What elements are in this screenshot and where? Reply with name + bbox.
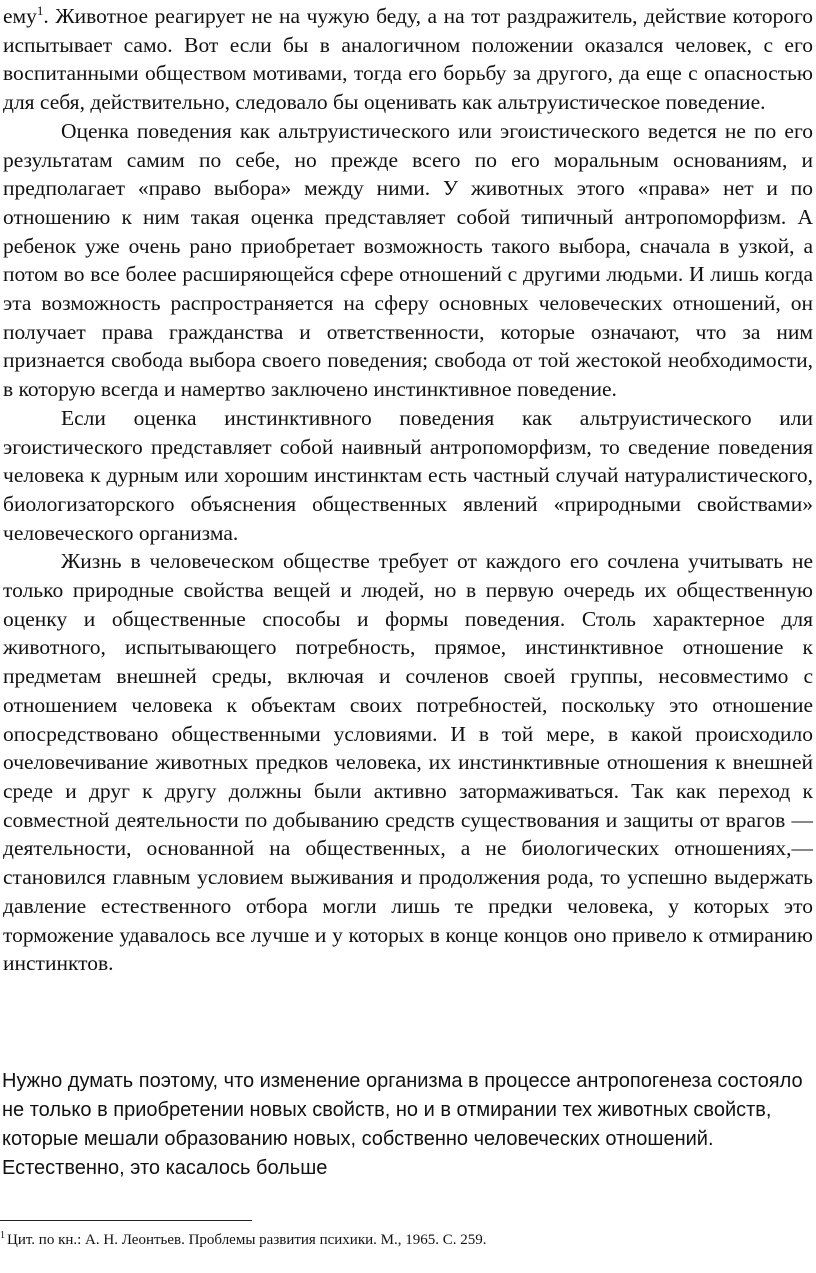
main-text xyxy=(3,2,813,978)
paragraph-1-rest: . Животное реагирует не на чужую беду, а на тот раздражитель, действие которого испытывает само. Вот если бы в аналогичном положении оказался человек, с его воспитанными обществом мотивами, тогда его борьбу за другого, да еще с опасностью для себя, действительно, следовало бы оценивать как альтруистическое поведение. xyxy=(3,4,813,115)
paragraph-4: Жизнь в человеческом обществе требует от каждого его сочлена учитывать не только природные свойства вещей и людей, но в первую очередь их общественную оценку и общественные способы и формы поведения. Столь характерное для животного, испытывающего потребность, прямое, инстинктивное отношение к предметам внешней среды, включая и сочленов своей группы, несовместимо с отношением человека к объектам своих потребностей, поскольку это отношение опосредствовано общественными условиями. И в той мере, в какой происходило очеловечивание животных предков человека, их инстинктивные отношения к внешней среде и друг к другу должны были активно затормаживаться. Так как переход к совместной деятельности по добыванию средств существования и защиты от врагов — деятельности, основанной на общественных, а не биологических отношениях,— становился главным условием выживания и продолжения рода, то успешно выдержать давление естественного отбора могли лишь те предки человека, у которых это торможение удавалось все лучше и у которых в конце концов оно привело к отмиранию инстинктов. xyxy=(3,549,813,976)
paragraph-1 xyxy=(3,2,813,117)
paragraph-1-start: ему xyxy=(3,4,37,28)
footnote xyxy=(0,1230,812,1250)
footnote-mark: 1 xyxy=(0,1230,5,1241)
paragraph-5: Нужно думать поэтому, что изменение организма в процессе антропогенеза состояло не только в приобретении новых свойств, но и в отмирании тех животных свойств, которые мешали образованию новых, собственно человеческих отношений. Естественно, это касалось больше xyxy=(2,1070,803,1179)
paragraph-3: Если оценка инстинктивного поведения как альтруистического или эгоистического представляет собой наивный антропоморфизм, то сведение поведения человека к дурным или хорошим инстинктам есть частный случай натуралистического, биологизаторского объяснения общественных явлений «природными свойствами» человеческого организма. xyxy=(3,405,813,545)
footnote-text: Цит. по кн.: А. Н. Леонтьев. Проблемы развития психики. М., 1965. С. 259. xyxy=(7,1232,487,1248)
footnote-divider xyxy=(0,1220,252,1221)
footnote-reference: 1 xyxy=(36,2,44,18)
paragraph-2: Оценка поведения как альтруистического или эгоистического ведется не по его результатам самим по себе, но прежде всего по его моральным основаниям, и предполагает «право выбора» между ними. У животных этого «права» нет и по отношению к ним такая оценка представляет собой типичный антропоморфизм. А ребенок уже очень рано приобретает возможность такого выбора, сначала в узкой, а потом во все более расширяющейся сфере отношений с другими людьми. И лишь когда эта возможность распространяется на сферу основных человеческих отношений, он получает права гражданства и ответственности, которые означают, что за ним признается свобода выбора своего поведения; свобода от той жестокой необходимости, в которую всегда и намертво заключено инстинктивное поведение. xyxy=(3,118,813,402)
